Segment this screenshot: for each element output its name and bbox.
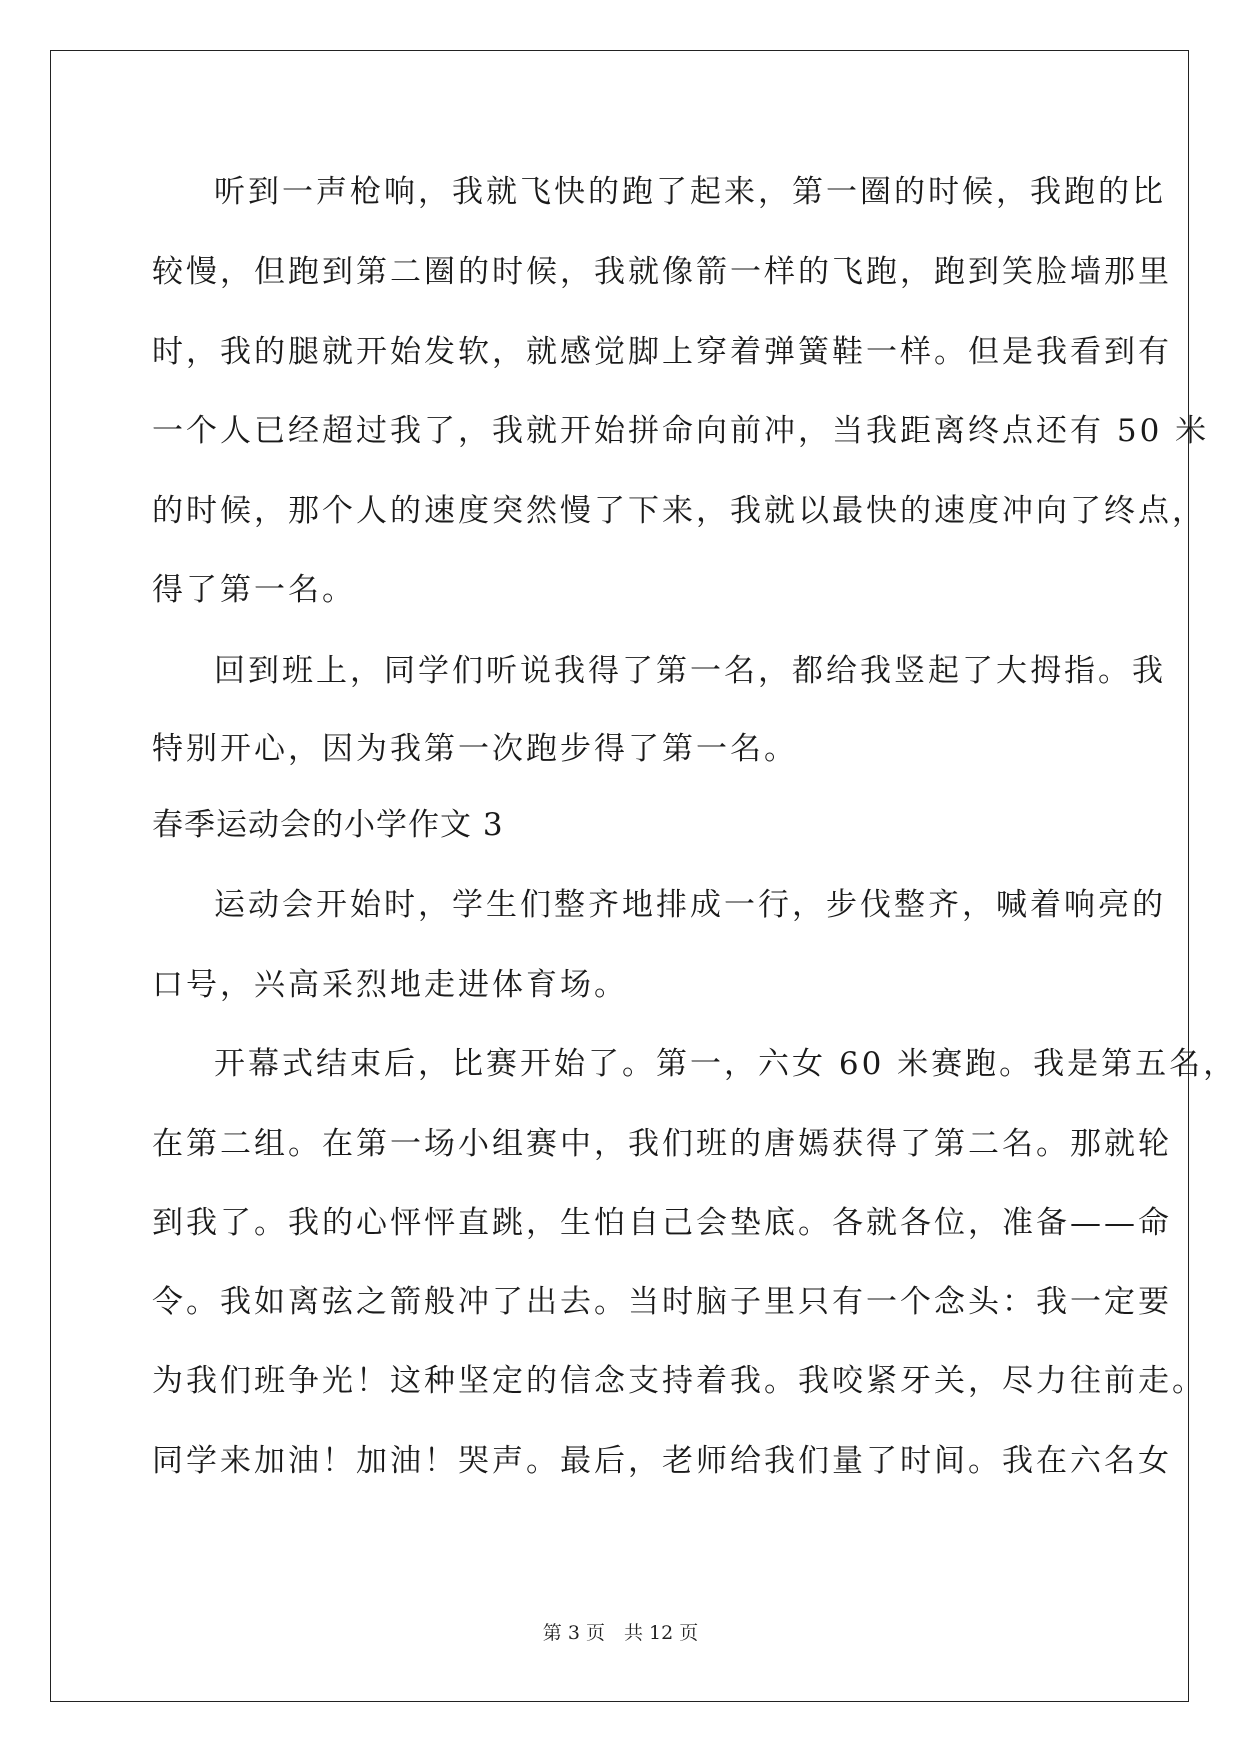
text-line: 口号，兴高采烈地走进体育场。 xyxy=(152,967,628,1003)
text-line: 得了第一名。 xyxy=(152,572,356,608)
text-line: 运动会开始时，学生们整齐地排成一行，步伐整齐，喊着响亮的 xyxy=(214,887,1166,923)
text-line: 较慢，但跑到第二圈的时候，我就像箭一样的飞跑，跑到笑脸墙那里 xyxy=(152,254,1172,290)
text-line: 特别开心，因为我第一次跑步得了第一名。 xyxy=(152,731,798,767)
text-line: 一个人已经超过我了，我就开始拼命向前冲，当我距离终点还有 50 米 xyxy=(152,413,1210,449)
text-line: 时，我的腿就开始发软，就感觉脚上穿着弹簧鞋一样。但是我看到有 xyxy=(152,334,1172,370)
text-line: 为我们班争光！这种坚定的信念支持着我。我咬紧牙关，尽力往前走。 xyxy=(152,1363,1206,1399)
text-line: 开幕式结束后，比赛开始了。第一，六女 60 米赛跑。我是第五名， xyxy=(214,1046,1238,1082)
text-line: 到我了。我的心怦怦直跳，生怕自己会垫底。各就各位，准备——命 xyxy=(152,1205,1172,1241)
text-line: 的时候，那个人的速度突然慢了下来，我就以最快的速度冲向了终点， xyxy=(152,493,1206,529)
text-line: 听到一声枪响，我就飞快的跑了起来，第一圈的时候，我跑的比 xyxy=(214,174,1166,210)
section-heading: 春季运动会的小学作文 3 xyxy=(152,807,504,843)
text-line: 回到班上，同学们听说我得了第一名，都给我竖起了大拇指。我 xyxy=(214,653,1166,689)
text-line: 令。我如离弦之箭般冲了出去。当时脑子里只有一个念头：我一定要 xyxy=(152,1284,1172,1320)
page-number-footer: 第 3 页 共 12 页 xyxy=(542,1622,699,1644)
text-line: 在第二组。在第一场小组赛中，我们班的唐嫣获得了第二名。那就轮 xyxy=(152,1126,1172,1162)
text-line: 同学来加油！加油！哭声。最后，老师给我们量了时间。我在六名女 xyxy=(152,1443,1172,1479)
